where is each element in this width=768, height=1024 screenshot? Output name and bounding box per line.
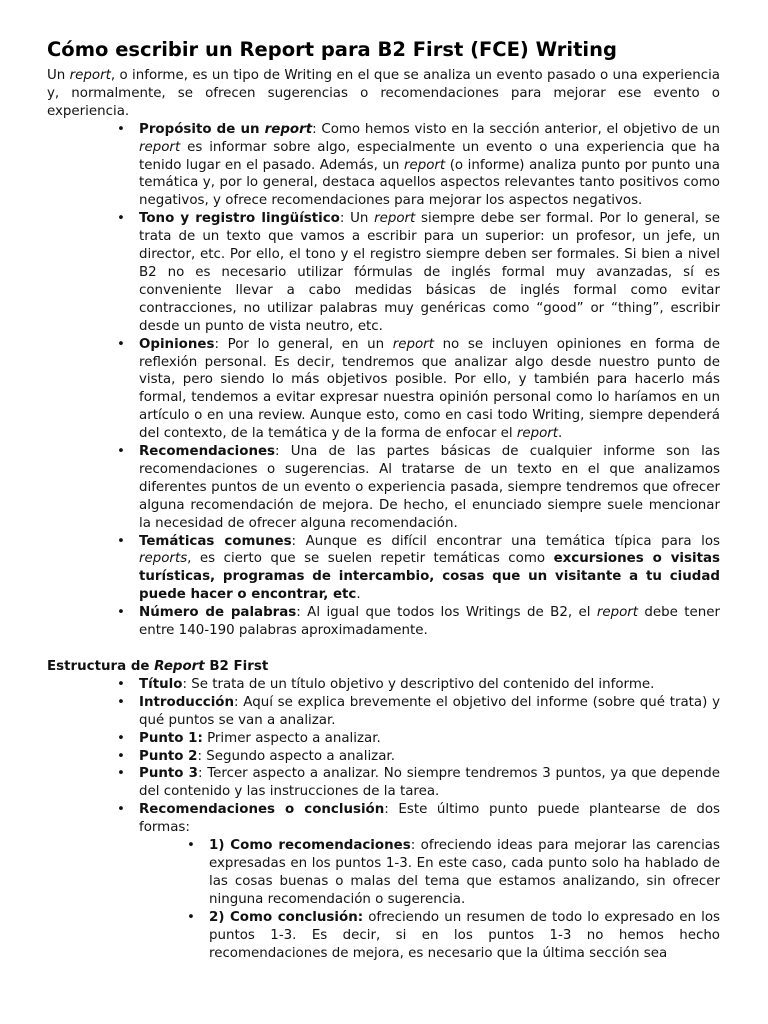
text-run: Temáticas comunes: [139, 533, 292, 549]
text-run: : Aquí se explica brevemente el objetivo del informe (sobre qué trata) y qué puntos se van a analizar.: [139, 694, 720, 728]
text-run: report: [69, 68, 111, 83]
list-item-opiniones: [139, 336, 720, 443]
text-run: : Una de las partes básicas de cualquier informe son las recomendaciones o sugerencias. Al tratarse de un texto en el que analizamos diferentes puntos de un evento o experiencia pasada, siempre tendremos que ofrecer alguna recomendación de mejora. De hecho, el enunciado siempre suele mencionar la necesidad de ofrecer alguna recomendación.: [139, 444, 720, 531]
text-run: 2) Como conclusión:: [209, 909, 364, 925]
text-run: Punto 1:: [139, 730, 203, 746]
text-run: Primer aspecto a analizar.: [202, 730, 381, 746]
text-run: (o informe) analiza punto por punto una temática y, por lo general, destaca aquellos aspectos relevantes tanto positivos como negativos, y ofrece recomendaciones para mejorar los aspectos negativos.: [139, 157, 720, 209]
text-run: : Como hemos visto en la sección anterior, el objetivo de un: [312, 121, 720, 137]
text-run: Recomendaciones o conclusión: [139, 802, 385, 818]
text-run: , es cierto que se suelen repetir temáticas como: [187, 551, 554, 567]
text-run: : Se trata de un título objetivo y descriptivo del contenido del informe.: [182, 676, 655, 692]
text-run: Un: [47, 68, 70, 83]
text-run: .: [558, 426, 563, 442]
text-run: no se incluyen opiniones en forma de reflexión personal. Es decir, tendremos que analizar algo desde nuestro punto de vista, pero siendo lo más objetivos posible. Por ello, y también para hacerlo más formal, tendemos a evitar expresar nuestra opinión personal como lo haríamos en un artículo o en una review. Aunque esto, como en casi todo Writing, siempre dependerá del contexto, de la temática y de la forma de enfocar el: [139, 336, 720, 442]
text-run: es informar sobre algo, especialmente un evento o una experiencia que ha tenido lugar en el pasado. Además, un: [139, 139, 720, 173]
sublist-item-conclusion: [209, 909, 720, 963]
text-run: report: [596, 605, 639, 621]
text-run: : Un: [339, 211, 375, 227]
list-item-punto-3: [139, 765, 720, 801]
text-run: : Al igual que todos los Writings de B2, el: [296, 605, 597, 621]
text-run: : Tercer aspecto a analizar. No siempre tendremos 3 puntos, ya que depende del contenido y las instrucciones de la tarea.: [139, 766, 720, 800]
text-run: Introducción: [139, 694, 235, 710]
text-run: Estructura de: [47, 659, 155, 674]
text-run: excursiones o visitas turísticas, programas de intercambio, cosas que un visitante a tu ciudad puede hacer o encontrar, etc: [139, 551, 720, 603]
list-item-titulo: [139, 676, 720, 694]
text-run: Tono y registro lingüístico: [139, 211, 340, 227]
list-item-recomendaciones: [139, 443, 720, 533]
list-item-palabras: [139, 604, 720, 640]
text-run: Título: [139, 676, 183, 692]
text-run: report: [139, 139, 181, 155]
list-item-tematicas: [139, 533, 720, 605]
text-run: Punto 3: [139, 766, 198, 782]
spacer: [47, 640, 720, 658]
list-item-introduccion: [139, 694, 720, 730]
structure-heading: [47, 658, 720, 676]
text-run: reports: [139, 551, 188, 567]
structure-list: [47, 676, 720, 963]
intro-paragraph: [47, 67, 720, 121]
list-item-punto-2: [139, 748, 720, 766]
list-item-tono: [139, 210, 720, 335]
list-item-punto-1: [139, 730, 720, 748]
text-run: report: [516, 426, 559, 442]
text-run: : Aunque es difícil encontrar una temática típica para los: [291, 533, 720, 549]
list-item-proposito: [139, 121, 720, 211]
text-run: : Segundo aspecto a analizar.: [197, 748, 395, 764]
document-page: [47, 38, 720, 962]
characteristics-list: [47, 121, 720, 640]
text-run: siempre debe ser formal. Por lo general, se trata de un texto que vamos a escribir para un superior: un profesor, un jefe, un director, etc. Por ello, el tono y el registro siempre deben ser formales. Si bien a nivel B2 no es necesario utilizar fórmulas de inglés formal muy avanzadas, sí es conveniente llevar a cabo medidas básicas de inglés formal como evitar contracciones, no utilizar palabras muy genéricas como “good” or “thing”, escribir desde un punto de vista neutro, etc.: [139, 211, 720, 334]
text-run: .: [356, 587, 361, 603]
text-run: : Este último punto puede plantearse de dos formas:: [139, 802, 720, 836]
text-run: Propósito de un: [139, 121, 265, 137]
text-run: debe tener entre 140-190 palabras aproximadamente.: [139, 605, 720, 639]
text-run: report: [264, 121, 313, 137]
text-run: B2 First: [204, 659, 269, 674]
text-run: , o informe, es un tipo de Writing en el que se analiza un evento pasado o una experiencia y, normalmente, se ofrecen sugerencias o recomendaciones para mejorar ese evento o experiencia.: [47, 68, 720, 119]
conclusion-sublist: [139, 837, 720, 962]
text-run: report: [403, 157, 446, 173]
text-run: report: [392, 336, 434, 352]
text-run: : ofreciendo ideas para mejorar las carencias expresadas en los puntos 1-3. En este caso, cada punto solo ha hablado de las cosas buenas o malas del tema que estamos analizando, sin ofrecer ninguna recomendación o sugerencia.: [209, 838, 720, 907]
text-run: Recomendaciones: [139, 444, 276, 460]
text-run: ofreciendo un resumen de todo lo expresado en los puntos 1-3. Es decir, si en los puntos 1-3 no hemos hecho recomendaciones de mejora, es necesario que la última sección sea: [209, 909, 720, 961]
text-run: Opiniones: [139, 336, 215, 352]
text-run: : Por lo general, en un: [214, 336, 393, 352]
text-run: Punto 2: [139, 748, 198, 764]
text-run: 1) Como recomendaciones: [209, 838, 411, 854]
page-title: Cómo escribir un Report para B2 First (FCE) Writing: [47, 38, 617, 61]
text-run: report: [374, 211, 416, 227]
text-run: Número de palabras: [139, 605, 297, 621]
text-run: Report: [154, 659, 205, 674]
sublist-item-recomendaciones: [209, 837, 720, 909]
list-item-conclusion: [139, 801, 720, 962]
